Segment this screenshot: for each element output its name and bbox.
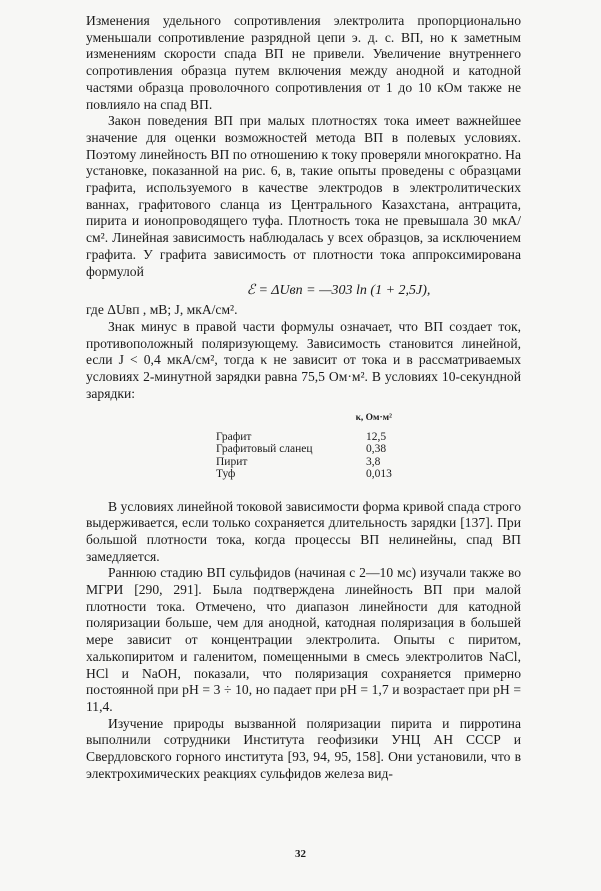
table-header: κ, Ом·м² xyxy=(355,413,392,424)
resistivity-table xyxy=(216,412,416,480)
paragraph-5: В условиях линейной токовой зависимости форма кривой спада строго выдерживается, если только сохраняется длительность зарядки [137]. При большой плотности тока, когда процессы ВП нелинейны, спад ВП замедляется. xyxy=(86,498,521,564)
paragraph-3: где ΔUвп , мВ; J, мкА/см². xyxy=(86,302,238,318)
table-cell-name: Графитовый сланец xyxy=(216,443,313,456)
table-cell-value: 3,8 xyxy=(366,455,381,468)
table-row xyxy=(216,468,416,480)
paragraph-1: Изменения удельного сопротивления электролита пропорционально уменьшали сопротивление разрядной цепи э. д. с. ВП, но к заметным изменениям скорости спада ВП не привели. Увеличение внутреннего сопротивления образца путем включения между анодной и катодной частями образца проволочного сопротивления от 1 до 10 кОм также не повлияло на спад ВП. xyxy=(86,13,521,112)
table-cell-name: Туф xyxy=(216,468,236,481)
formula: ℰ = ΔUвп = —303 ln (1 + 2,5J), xyxy=(246,283,431,299)
paragraph-2: Закон поведения ВП при малых плотностях тока имеет важнейшее значение для оценки возможностей метода ВП в полевых условиях. Поэтому линейность ВП по отношению к току проверяли многократно. На установке, показанной на рис. 6, в, такие опыты проведены с образцами графита, используемого в качестве электродов в электролитических ваннах, графитового сланца из Центрального Казахстана, антрацита, пирита и ионопроводящего туфа. Плотность тока не превышала 30 мкА/см². Линейная зависимость наблюдалась у всех образцов, за исключением графита. У графита зависимость от плотности тока аппроксимирована формулой xyxy=(86,113,521,279)
table-row xyxy=(216,431,416,443)
paragraph-7: Изучение природы вызванной поляризации пирита и пирротина выполнили сотрудники Института геофизики УНЦ АН СССР и Свердловского горного института [93, 94, 95, 158]. Они установили, что в электрохимических реакциях сульфидов железа вид- xyxy=(86,715,521,781)
table-cell-value: 12,5 xyxy=(366,430,387,443)
table-cell-value: 0,013 xyxy=(366,468,392,481)
page-number: 32 xyxy=(295,848,306,860)
paragraph-4: Знак минус в правой части формулы означает, что ВП создает ток, противоположный поляризующему. Зависимость становится линейной, если J < 0,4 мкА/см², тогда κ не зависит от тока и в рассматриваемых условиях 2-минутной зарядки равна 75,5 Ом·м². В условиях 10-секундной зарядки: xyxy=(86,318,521,401)
table-row xyxy=(216,456,416,468)
table-cell-name: Графит xyxy=(216,430,252,443)
table-row xyxy=(216,443,416,455)
table-cell-name: Пирит xyxy=(216,455,248,468)
table-cell-value: 0,38 xyxy=(366,443,387,456)
paragraph-6: Раннюю стадию ВП сульфидов (начиная с 2—10 мс) изучали также во МГРИ [290, 291]. Была подтверждена линейность ВП при малой плотности тока. Отмечено, что диапазон линейности для катодной поляризации больше, чем для анодной, катодная поляризация в большей мере зависит от концентрации электролита. Опыты с пиритом, халькопиритом и галенитом, помещенными в смесь электролитов NaCl, HCl и NaOH, показали, что поляризация сохраняется примерно постоянной при pH = 3 ÷ 10, но падает при pH = 1,7 и возрастает при pH = 11,4. xyxy=(86,565,521,714)
